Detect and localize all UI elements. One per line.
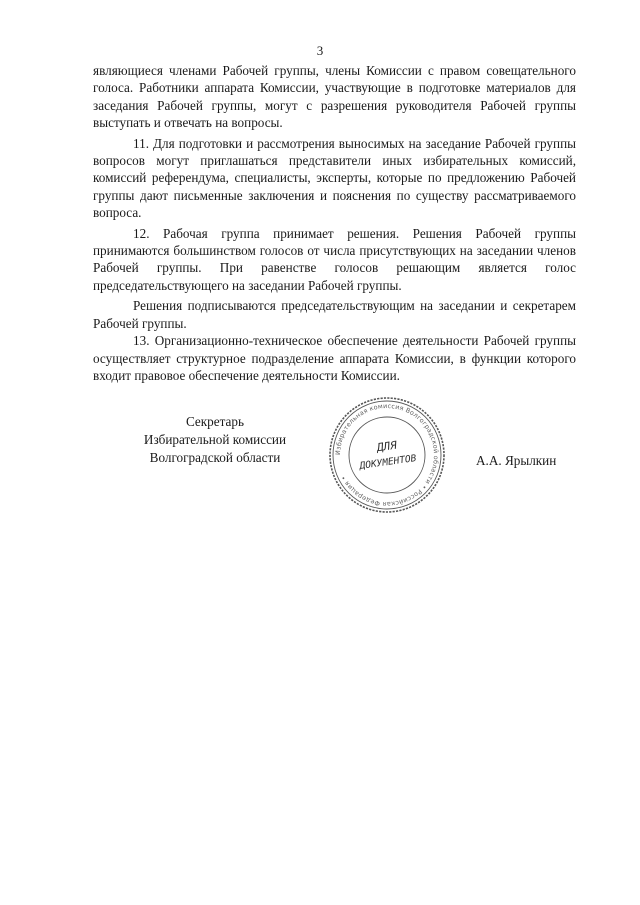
page-number: 3 bbox=[316, 43, 324, 58]
seal-center-line2: ДОКУМЕНТОВ bbox=[358, 452, 418, 472]
signature-block bbox=[100, 413, 330, 467]
document-body bbox=[93, 62, 576, 384]
paragraph-decisions: Решения подписываются председательствующим на заседании и секретарем Рабочей группы. bbox=[93, 298, 576, 331]
seal-ring-text: Избирательная комиссия Волгоградской области • Российская Федерация • bbox=[333, 401, 441, 509]
signer-position: Секретарь bbox=[185, 414, 245, 429]
paragraph-11: 11. Для подготовки и рассмотрения выносимых на заседание Рабочей группы вопросов могут приглашаться представители иных избирательных комиссий, комиссий референдума, специалисты, эксперты, которые по предложению Рабочей группы дают письменные заключения и пояснения по существу рассматриваемого вопроса. bbox=[93, 135, 576, 221]
paragraph-continuation: являющиеся членами Рабочей группы, члены Комиссии с правом совещательного голоса. Работники аппарата Комиссии, участвующие в подготовке материалов для заседания Рабочей группы, могут с разрешения руководителя Рабочей группы выступать и отвечать на вопросы. bbox=[93, 63, 576, 131]
paragraph-13: 13. Организационно-техническое обеспечение деятельности Рабочей группы осуществляет структурное подразделение аппарата Комиссии, в функции которого входит правовое обеспечение деятельности Комиссии. bbox=[93, 333, 576, 383]
signer-organization: Избирательной комиссии bbox=[143, 432, 287, 447]
paragraph-12: 12. Рабочая группа принимает решения. Решения Рабочей группы принимаются большинством голосов от числа присутствующих на заседании членов Рабочей группы. При равенстве голосов решающим является голос председательствующего на заседании Рабочей группы. bbox=[93, 225, 576, 293]
svg-text:Избирательная комиссия Волгогр bbox=[334, 402, 440, 508]
signer-name: А.А. Ярылкин bbox=[476, 453, 557, 468]
seal-center-line1: ДЛЯ bbox=[376, 438, 398, 455]
signer-region: Волгоградской области bbox=[149, 450, 281, 465]
official-seal-stamp bbox=[327, 395, 447, 515]
